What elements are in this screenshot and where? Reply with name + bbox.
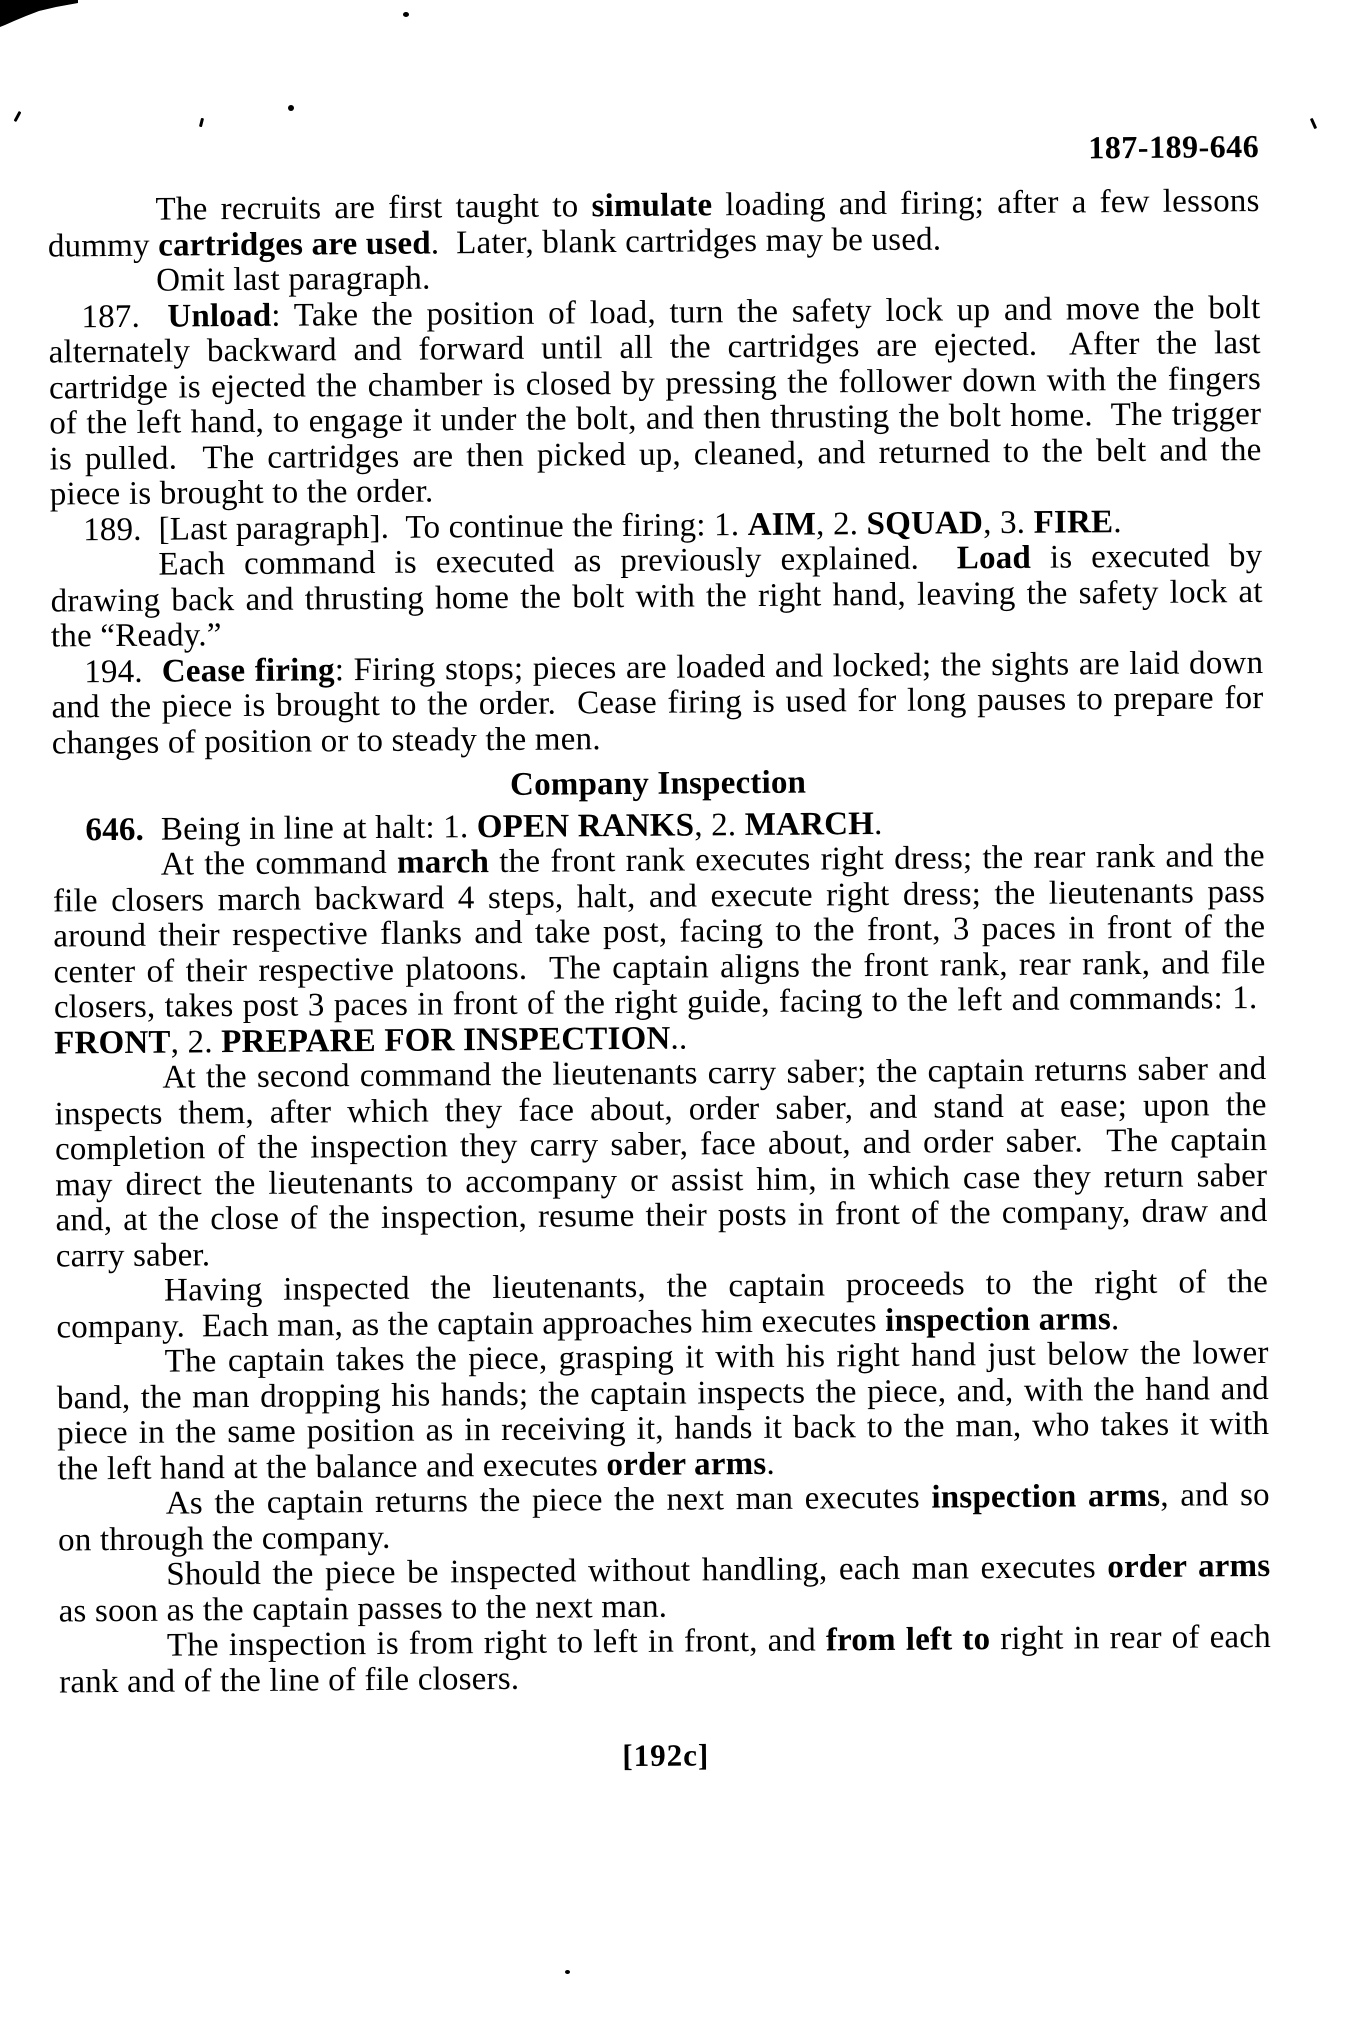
- paragraph: [48, 290, 1262, 513]
- paragraph: [58, 1549, 1271, 1630]
- scan-corner-artifact: [0, 0, 78, 27]
- text-run: AIM: [747, 505, 817, 543]
- text-run: Load: [956, 539, 1032, 577]
- text-run: march: [396, 844, 490, 881]
- text-run: : Take the position of load, turn the safety lock up and move the bolt alternately backward and forward until all the cartridges are ejected. After the last cartridge is ejected the chamber is closed by pressing the follower down with the fingers of the left hand, to engage it under the bolt, and then thrusting the bolt home. The trigger is pulled. The cartridges are then picked up, cleaned, and returned to the belt and the piece is brought to the order.: [48, 289, 1262, 513]
- page-footer: [192c]: [622, 1737, 710, 1774]
- text-run: Should the piece be inspected without handling, each man executes: [166, 1549, 1108, 1593]
- text-run: inspection arms: [885, 1300, 1112, 1339]
- text-run: Unload: [167, 297, 272, 335]
- text-run: is executed by drawing back and thrusting home the bolt with the right hand, leaving the safety lock at the “Ready.”: [50, 537, 1263, 655]
- paragraph: [59, 1620, 1272, 1701]
- paragraph: [57, 1336, 1270, 1488]
- text-run: Being in line at halt: 1.: [143, 808, 477, 848]
- text-run: Having inspected the lieutenants, the captain proceeds to the right of the company. Each man, as the captain approaches him executes: [56, 1263, 1269, 1345]
- text-run: Omit last paragraph.: [156, 260, 431, 299]
- ink-speck: [199, 118, 204, 127]
- section-heading: [52, 762, 1264, 807]
- text-run: , 2.: [815, 505, 867, 542]
- ink-speck: [14, 111, 22, 122]
- text-run: right in rear of each rank and of the line of file closers.: [59, 1618, 1271, 1700]
- text-run: , 2.: [694, 806, 745, 843]
- paragraph: [56, 1265, 1269, 1346]
- text-run: order arms: [1107, 1547, 1271, 1586]
- text-run: .: [873, 805, 883, 842]
- page-number-header: 187-189-646: [1088, 128, 1260, 166]
- paragraph: [54, 1052, 1268, 1275]
- text-run: OPEN RANKS: [476, 806, 695, 845]
- text-run: , 2.: [170, 1023, 222, 1061]
- text-run: from left to: [825, 1621, 991, 1659]
- text-run: FRONT: [54, 1024, 171, 1061]
- text-run: : Firing stops; pieces are loaded and locked; the sights are laid down and the piece is brought to the order. Cease firing is used for long pauses to prepare for changes of position or to steady the men.: [51, 644, 1264, 761]
- text-run: MARCH: [744, 805, 875, 843]
- text-run: the front rank executes right dress; the rear rank and the file closers march backward 4 steps, halt, and execute right dress; the lieutenants pass around their respective flanks and take post, facing to the front, 3 paces in front of the center of their respective platoons. The captain aligns the front rank, rear rank, and file closers, takes post 3 paces in front of the right guide, facing to the left and commands: 1.: [52, 837, 1266, 1026]
- paragraph: [53, 839, 1267, 1062]
- text-run: Cease firing: [161, 651, 335, 690]
- text-run: .: [1113, 503, 1122, 540]
- text-run: . Later, blank cartridges may be used.: [430, 220, 942, 262]
- text-run: as soon as the captain passes to the next man.: [58, 1588, 668, 1629]
- page-body: [47, 184, 1271, 1700]
- text-run: PREPARE FOR INSPECTION: [221, 1020, 671, 1060]
- paragraph: [58, 1478, 1271, 1559]
- printed-text-block: [47, 128, 1272, 1778]
- ink-speck: [1310, 118, 1317, 129]
- paragraph: [47, 184, 1260, 265]
- text-run: At the command: [160, 844, 398, 883]
- text-run: simulate: [591, 187, 713, 225]
- text-run: cartridges are used: [158, 225, 431, 264]
- text-run: The recruits are first taught to: [155, 188, 592, 228]
- text-run: Company Inspection: [509, 764, 807, 803]
- ink-speck: [565, 1970, 570, 1974]
- text-run: 189. [Last paragraph]. To continue the firing: 1.: [82, 506, 748, 548]
- ink-speck: [403, 12, 409, 17]
- text-run: The inspection is from right to left in front, and: [166, 1622, 827, 1664]
- text-run: 646.: [85, 811, 145, 848]
- text-run: , and so on through the company.: [57, 1476, 1270, 1558]
- text-run: Each command is executed as previously explained.: [158, 540, 957, 583]
- text-run: .: [1110, 1300, 1120, 1337]
- text-run: 187.: [81, 298, 168, 335]
- text-run: loading and firing; after a few lessons dummy: [47, 182, 1260, 265]
- paragraph: [51, 645, 1264, 761]
- text-run: .: [766, 1445, 775, 1482]
- text-run: SQUAD: [866, 504, 984, 542]
- text-run: The captain takes the piece, grasping it with his right hand just below the lower band, the man dropping his hands; the captain inspects the piece, and, with the hand and piece in the same position as in receiving it, hands it back to the man, who takes it with the left hand at the balance and executes: [56, 1334, 1270, 1487]
- text-run: inspection arms: [931, 1477, 1161, 1516]
- text-run: ..: [670, 1020, 688, 1057]
- text-run: order arms: [606, 1445, 767, 1483]
- text-run: , 3.: [982, 504, 1034, 541]
- text-run: As the captain returns the piece the next man executes: [165, 1479, 932, 1522]
- paragraph: [50, 539, 1263, 655]
- ink-speck: [288, 105, 294, 111]
- text-run: FIRE: [1033, 503, 1114, 541]
- text-run: At the second command the lieutenants carry saber; the captain returns saber and inspects them, after which they face about, order saber, and stand at ease; upon the completion of the inspection they carry saber, face about, and order saber. The captain may direct the lieutenants to accompany or assist him, in which case they return saber and, at the close of the inspection, resume their posts in front of the company, draw and carry saber.: [54, 1050, 1268, 1274]
- text-run: 194.: [84, 653, 162, 690]
